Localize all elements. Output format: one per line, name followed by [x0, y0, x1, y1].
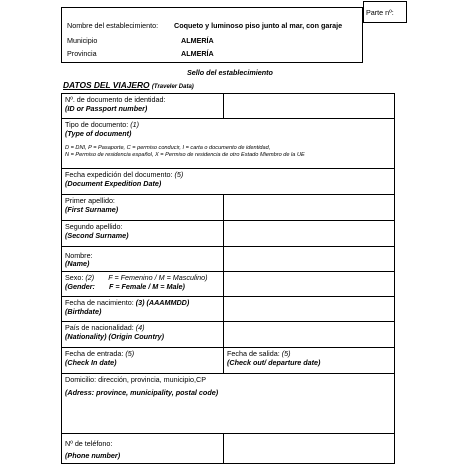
- municipality-value: ALMERÍA: [181, 36, 214, 45]
- sex-label-cell: [62, 272, 224, 297]
- doc-type-label-text: Tipo de documento:: [65, 120, 131, 129]
- row-address: [62, 374, 395, 434]
- phone-label-cell: [62, 434, 224, 464]
- phone-label: Nº de teléfono:: [65, 438, 113, 448]
- doc-type-label-en: (Type of document): [65, 128, 132, 138]
- doc-number-input-cell[interactable]: [224, 94, 395, 119]
- expedition-label-en: (Document Expedition Date): [65, 178, 162, 188]
- seal-label: Sello del establecimiento: [187, 68, 273, 77]
- checkout-cell[interactable]: [224, 348, 395, 374]
- surname1-label-cell: [62, 195, 224, 221]
- checkin-label-text: Fecha de entrada:: [65, 349, 126, 358]
- row-expedition: [62, 169, 395, 195]
- surname1-input-cell[interactable]: [224, 195, 395, 221]
- surname1-label-en: (First Surname): [65, 204, 119, 214]
- traveler-data-table: [61, 93, 395, 464]
- nationality-input-cell[interactable]: [224, 322, 395, 348]
- address-label: Domicilio: dirección, provincia, municipio,CP: [65, 375, 207, 384]
- row-doc-number: [62, 94, 395, 119]
- sex-options-en: F = Female / M = Male): [108, 281, 185, 291]
- nationality-label-cell: [62, 322, 224, 348]
- nationality-label-text: País de nacionalidad:: [65, 323, 136, 332]
- nationality-ref: (4): [135, 323, 145, 332]
- birth-label-en: (Birthdate): [65, 306, 102, 316]
- sex-options-es: F = Femenino / M = Masculino): [108, 273, 208, 282]
- row-birth: [62, 297, 395, 322]
- doc-type-codes-1: D = DNI, P = Pasaporte, C = permiso conducir, I = carta o documento de identidad,: [65, 145, 271, 152]
- province-label: Provincia: [67, 49, 97, 58]
- doc-number-label-cell: [62, 94, 224, 119]
- doc-type-codes-2: N = Permiso de residencia español, X = Permiso de residencia de otro Estado Miembro de la UE: [65, 152, 305, 159]
- row-phone: [62, 434, 395, 464]
- name-label: Nombre:: [65, 250, 93, 260]
- surname1-label: Primer apellido:: [65, 196, 115, 205]
- surname2-label: Segundo apellido:: [65, 222, 123, 231]
- birth-ref: (3) (AAAMMDD): [135, 298, 190, 307]
- row-surname2: [62, 221, 395, 247]
- row-name: [62, 247, 395, 272]
- municipality-label: Municipio: [67, 36, 98, 45]
- phone-input-cell[interactable]: [224, 434, 395, 464]
- checkout-label-text: Fecha de salida:: [227, 349, 282, 358]
- row-nationality: [62, 322, 395, 348]
- establishment-value: Coqueto y luminoso piso junto al mar, con garaje: [174, 21, 343, 30]
- part-number-label: Parte nº:: [366, 8, 394, 17]
- section-title-main: DATOS DEL VIAJERO: [63, 80, 150, 90]
- province-value: ALMERÍA: [181, 49, 214, 58]
- section-title: [63, 81, 194, 92]
- row-sex: [62, 272, 395, 297]
- checkin-label-en: (Check In date): [65, 357, 117, 367]
- checkout-ref: (5): [281, 349, 291, 358]
- surname2-input-cell[interactable]: [224, 221, 395, 247]
- expedition-label-text: Fecha expedición del documento:: [65, 170, 175, 179]
- name-label-en: (Name): [65, 259, 90, 269]
- expedition-ref: (5): [174, 170, 184, 179]
- name-label-cell: [62, 247, 224, 272]
- nationality-label-en: (Nationality) (Origin Country): [65, 331, 165, 341]
- surname2-label-cell: [62, 221, 224, 247]
- birth-label-text: Fecha de nacimiento:: [65, 298, 136, 307]
- checkin-ref: (5): [125, 349, 135, 358]
- name-input-cell[interactable]: [224, 247, 395, 272]
- sex-label-en: [65, 283, 220, 292]
- sex-label-text: Sexo:: [65, 273, 86, 282]
- doc-type-ref: (1): [130, 120, 140, 129]
- row-dates: [62, 348, 395, 374]
- sex-ref: (2): [85, 273, 95, 282]
- expedition-cell[interactable]: [62, 169, 395, 195]
- phone-label-en: (Phone number): [65, 451, 121, 461]
- sex-input-cell[interactable]: [224, 272, 395, 297]
- birth-input-cell[interactable]: [224, 297, 395, 322]
- surname2-label-en: (Second Surname): [65, 230, 129, 240]
- doc-number-label-en: (ID or Passport number): [65, 103, 148, 113]
- establishment-label: Nombre del establecimiento:: [67, 21, 159, 30]
- row-surname1: [62, 195, 395, 221]
- address-cell[interactable]: [62, 374, 395, 434]
- section-title-sub: (Traveler Data): [151, 84, 194, 90]
- sex-label-en-text: (Gender:: [65, 281, 95, 291]
- checkout-label-en: (Check out/ departure date): [227, 357, 321, 367]
- birth-label-cell: [62, 297, 224, 322]
- checkin-cell[interactable]: [62, 348, 224, 374]
- doc-type-cell[interactable]: [62, 119, 395, 169]
- doc-number-label: Nº. de documento de identidad:: [65, 95, 166, 104]
- address-label-en: (Adress: province, municipality, postal code): [65, 387, 219, 397]
- row-doc-type: [62, 119, 395, 169]
